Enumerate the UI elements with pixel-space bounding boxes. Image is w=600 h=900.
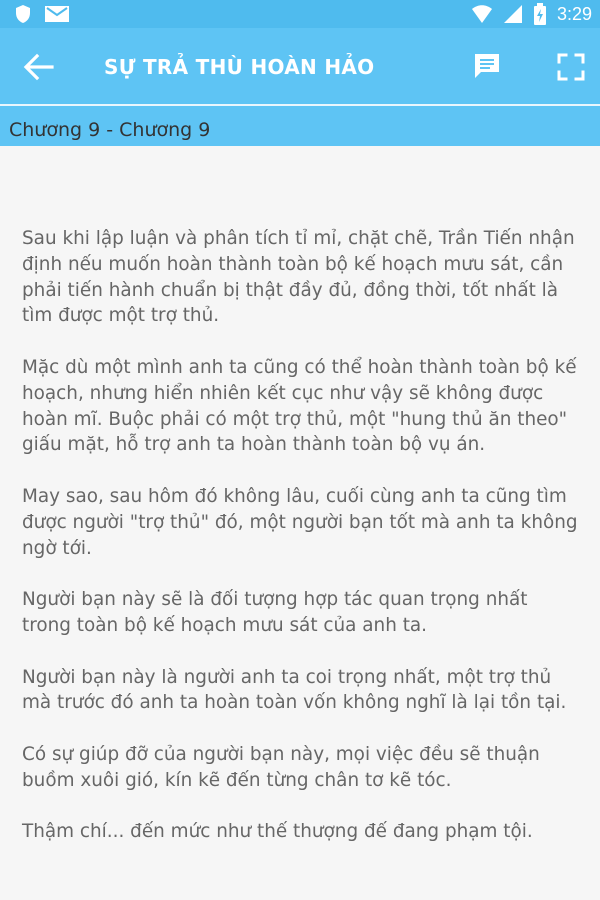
arrow-back-icon (22, 52, 56, 82)
status-time: 3:29 (556, 3, 592, 24)
content-paragraph: May sao, sau hôm đó không lâu, cuối cùng anh ta cũng tìm được người "trợ thủ" đó, một người bạn tốt mà anh ta không ngờ tới. (22, 485, 578, 559)
page-title: SỰ TRẢ THÙ HOÀN HẢO (104, 55, 375, 79)
fullscreen-icon (556, 52, 586, 82)
status-bar (0, 0, 600, 28)
content-paragraph: Mặc dù một mình anh ta cũng có thể hoàn thành toàn bộ kế hoạch, nhưng hiển nhiên kết cục như vậy sẽ không được hoàn mĩ. Buộc phải có một trợ thủ, một "hung thủ ăn theo" giấu mặt, hỗ trợ anh ta hoàn thành toàn bộ vụ án. (22, 356, 577, 456)
mail-icon (44, 4, 70, 24)
status-bar-right (471, 3, 592, 25)
comment-icon (473, 52, 501, 80)
wifi-icon (471, 4, 493, 24)
status-bar-left (14, 4, 70, 24)
content-paragraph: Người bạn này sẽ là đối tượng hợp tác quan trọng nhất trong toàn bộ kế hoạch mưu sát của anh ta. (22, 589, 528, 636)
back-button[interactable] (22, 52, 56, 82)
content-paragraph: Người bạn này là người anh ta coi trọng nhất, một trợ thủ mà trước đó anh ta hoàn toàn vốn không nghĩ là lại tồn tại. (22, 666, 567, 714)
shield-icon (14, 4, 32, 24)
content-paragraph: Thậm chí... đến mức như thế thượng đế đang phạm tội. (22, 821, 533, 843)
chapter-bar (0, 106, 600, 146)
chapter-title: Chương 9 - Chương 9 (9, 119, 211, 141)
fullscreen-button[interactable] (556, 52, 586, 82)
content-paragraph: Sau khi lập luận và phân tích tỉ mỉ, chặt chẽ, Trần Tiến nhận định nếu muốn hoàn thành toàn bộ kế hoạch mưu sát, cần phải tiến hành chuẩn bị thật đầy đủ, đồng thời, tốt nhất là tìm được một trợ thủ. (22, 228, 575, 327)
battery-charging-icon (533, 3, 547, 25)
chapter-content (22, 226, 582, 871)
comments-button[interactable] (473, 52, 501, 80)
signal-icon (503, 4, 523, 24)
content-paragraph: Có sự giúp đỡ của người bạn này, mọi việc đều sẽ thuận buồm xuôi gió, kín kẽ đến từng chân tơ kẽ tóc. (22, 743, 540, 791)
app-bar (0, 28, 600, 104)
